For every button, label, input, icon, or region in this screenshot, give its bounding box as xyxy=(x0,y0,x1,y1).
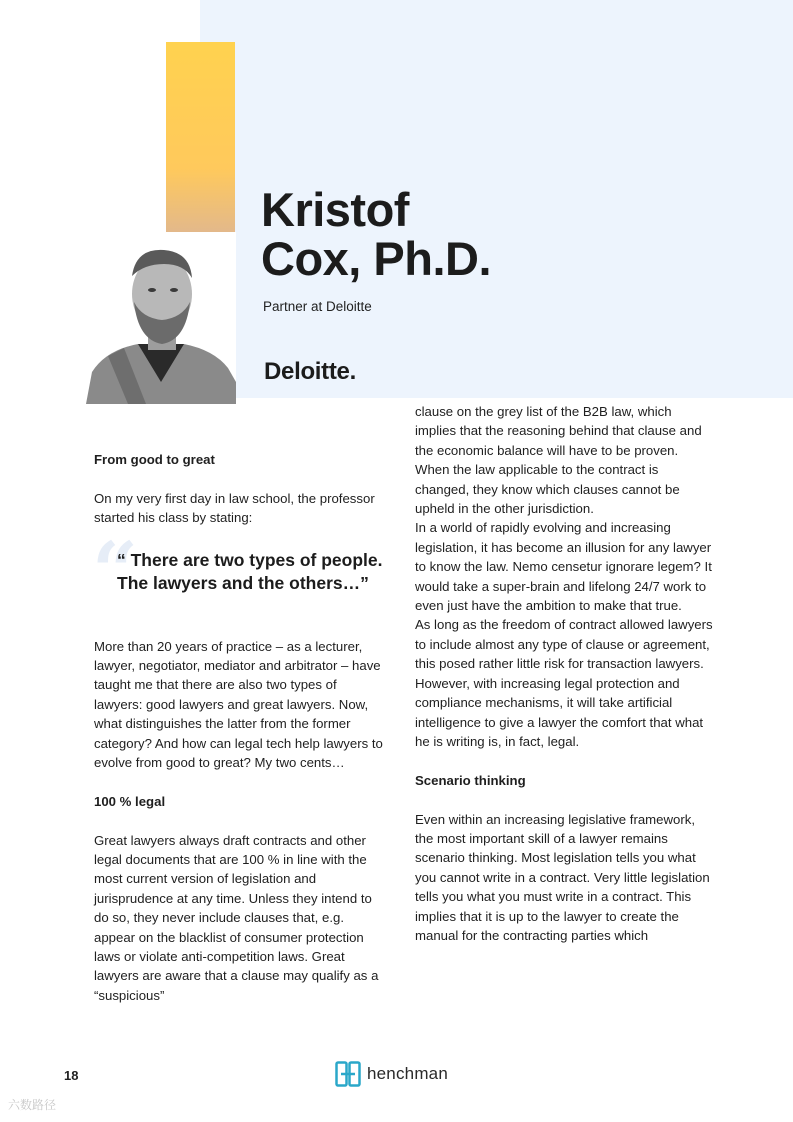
pull-quote-text: “ There are two types of people. The lawyers and the others…” xyxy=(117,549,383,593)
right-column xyxy=(415,402,715,945)
profile-name-line2: Cox, Ph.D. xyxy=(261,232,492,285)
paragraph-grey-list: clause on the grey list of the B2B law, which implies that the reasoning behind that clause and the economic balance will have to be proven. When the law applicable to the contract is changed, they know which clauses cannot be upheld in the other jurisdiction. xyxy=(415,404,702,517)
paragraph-practice: More than 20 years of practice – as a lecturer, lawyer, negotiator, mediator and arbitrator – have taught me that there are also two types of lawyers: good lawyers and great lawyers. Now, what distinguishes the latter from the former category? And how can legal tech help lawyers to evolve from good to great? My two cents… xyxy=(94,638,383,771)
section-heading-100-legal: 100 % legal xyxy=(94,793,166,809)
profile-role: Partner at Deloitte xyxy=(263,299,372,314)
portrait-photo xyxy=(86,232,236,404)
section-heading-good-to-great: From good to great xyxy=(94,452,215,467)
section-heading-scenario-thinking: Scenario thinking xyxy=(415,772,526,788)
profile-name-line1: Kristof xyxy=(261,183,409,236)
page-number: 18 xyxy=(64,1068,79,1083)
henchman-logo xyxy=(335,1061,448,1087)
paragraph-freedom-of-contract: As long as the freedom of contract allowed lawyers to include almost any type of clause or agreement, this posed rather little risk for transaction lawyers. However, with increasing legal protection and compliance mechanisms, it will take artificial intelligence to give a lawyer the comfort that what he is writing is, in fact, legal. xyxy=(415,617,713,749)
paragraph-scenario-thinking: Even within an increasing legislative framework, the most important skill of a lawyer remains scenario thinking. Most legislation tells you what you cannot write in a contract. Very little legislation tells you what you must write in a contract. This implies that it is up to the lawyer to create the manual for the contracting parties which xyxy=(415,811,710,943)
company-logo-text: Deloitte. xyxy=(264,358,356,385)
paragraph-great-lawyers: Great lawyers always draft contracts and other legal documents that are 100 % in line with the most current version of legislation and jurisprudence at any time. Unless they intend to do so, they never include clauses that, e.g. appear on the blacklist of consumer protection laws or violate anti-competition laws. Great lawyers are aware that a clause may qualify as a “suspicious” xyxy=(94,832,379,1003)
henchman-logo-icon xyxy=(335,1061,361,1087)
pull-quote xyxy=(92,523,384,618)
quote-mark-icon: “ xyxy=(92,523,139,618)
intro-paragraph: On my very first day in law school, the professor started his class by stating: xyxy=(94,490,375,526)
paragraph-evolving-legislation: In a world of rapidly evolving and increasing legislation, it has become an illusion for any lawyer to know the law. Nemo censetur ignorare legem? It would take a super-brain and lifelong 24/7 work to even just have the ambition to make that true. xyxy=(415,520,712,614)
watermark xyxy=(8,1096,56,1113)
watermark-text: 六数路径 xyxy=(8,1098,57,1112)
left-column xyxy=(94,450,384,1005)
henchman-logo-text: henchman xyxy=(367,1064,448,1083)
profile-name xyxy=(261,185,491,283)
